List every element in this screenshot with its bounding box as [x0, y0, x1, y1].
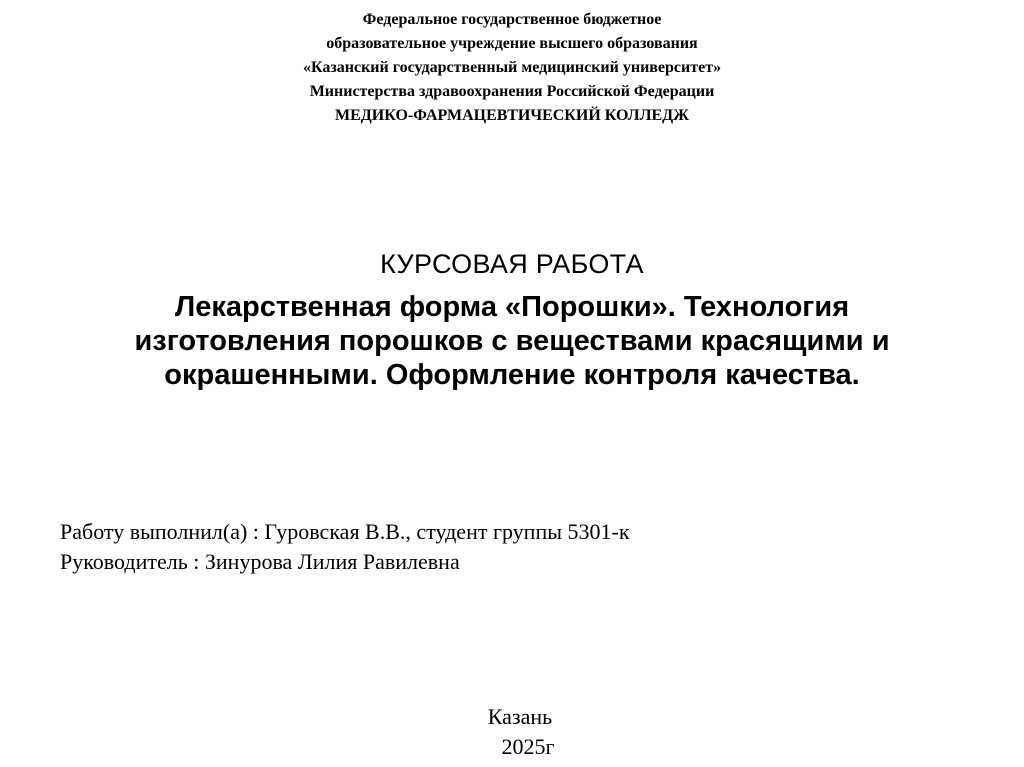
institution-header [0, 8, 1024, 128]
work-title [0, 290, 1024, 392]
college-name: МЕДИКО-ФАРМАЦЕВТИЧЕСКИЙ КОЛЛЕДЖ [335, 107, 689, 124]
institution-line: Федеральное государственное бюджетное [362, 11, 662, 28]
work-title-line: Лекарственная форма «Порошки». Технология [174, 291, 850, 323]
institution-line: образовательное учреждение высшего образования [326, 35, 698, 52]
work-title-line: изготовления порошков с веществами красящими и [134, 325, 890, 357]
author-line: Работу выполнил(а) : Гуровская В.В., студент группы 5301-к [60, 519, 630, 544]
city: Казань [487, 704, 553, 729]
institution-line: Министерства здравоохранения Российской Федерации [309, 83, 715, 100]
footer [0, 702, 1024, 762]
institution-line: «Казанский государственный медицинский университет» [302, 59, 722, 76]
supervisor-line: Руководитель : Зинурова Лилия Равилевна [60, 549, 460, 574]
work-type-heading: КУРСОВАЯ РАБОТА [380, 249, 644, 279]
credits-block [60, 517, 630, 577]
year: 2025г [501, 734, 555, 759]
work-title-line: окрашенными. Оформление контроля качества. [164, 359, 860, 391]
